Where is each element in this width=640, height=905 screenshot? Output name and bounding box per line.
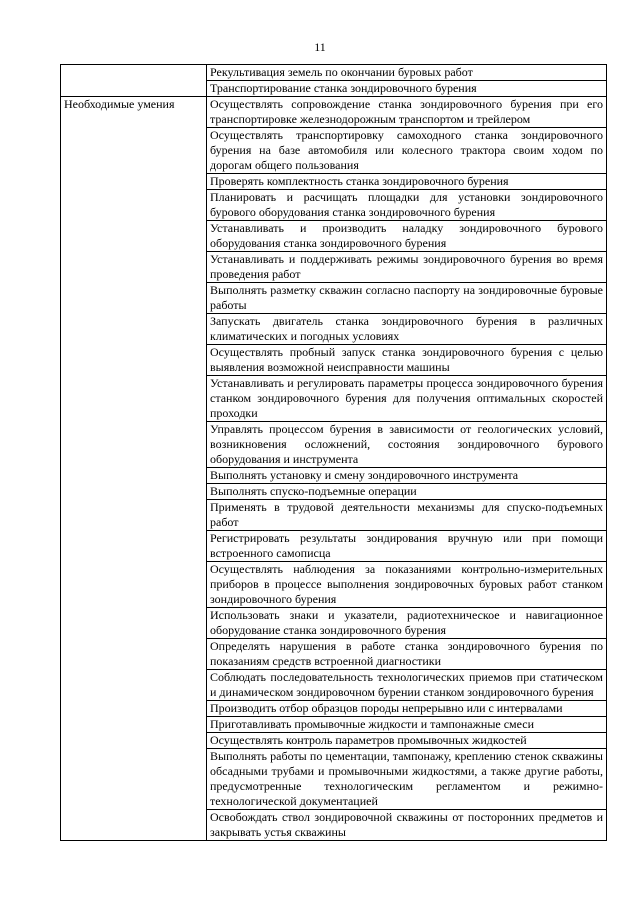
page-number: 11 bbox=[314, 40, 326, 54]
row-text: Осуществлять контроль параметров промывочных жидкостей bbox=[207, 733, 607, 749]
table-row bbox=[61, 65, 607, 81]
row-text: Осуществлять транспортировку самоходного станка зондировочного бурения на базе автомобиля или колесного трактора своим ходом по дорогам общего пользования bbox=[207, 128, 607, 174]
row-text: Управлять процессом бурения в зависимости от геологических условий, возникновения осложнений, состояния зондировочного бурового оборудования и инструмента bbox=[207, 422, 607, 468]
row-text: Осуществлять пробный запуск станка зондировочного бурения с целью выявления возможной неисправности машины bbox=[207, 345, 607, 376]
row-text: Освобождать ствол зондировочной скважины от посторонних предметов и закрывать устья скважины bbox=[207, 810, 607, 841]
row-text: Транспортирование станка зондировочного бурения bbox=[207, 81, 607, 97]
row-text: Проверять комплектность станка зондировочного бурения bbox=[207, 174, 607, 190]
row-text: Выполнять разметку скважин согласно паспорту на зондировочные буровые работы bbox=[207, 283, 607, 314]
row-text: Планировать и расчищать площадки для установки зондировочного бурового оборудования станка зондировочного бурения bbox=[207, 190, 607, 221]
row-text: Выполнять спуско-подъемные операции bbox=[207, 484, 607, 500]
row-label bbox=[61, 65, 207, 97]
row-text: Устанавливать и производить наладку зондировочного бурового оборудования станка зондировочного бурения bbox=[207, 221, 607, 252]
requirements-table bbox=[60, 64, 607, 841]
row-text: Осуществлять сопровождение станка зондировочного бурения при его транспортировке железнодорожным транспортом и трейлером bbox=[207, 97, 607, 128]
row-text: Устанавливать и поддерживать режимы зондировочного бурения во время проведения работ bbox=[207, 252, 607, 283]
row-text: Выполнять установку и смену зондировочного инструмента bbox=[207, 468, 607, 484]
row-label: Необходимые умения bbox=[61, 97, 207, 841]
row-text: Запускать двигатель станка зондировочного бурения в различных климатических и погодных условиях bbox=[207, 314, 607, 345]
row-text: Приготавливать промывочные жидкости и тампонажные смеси bbox=[207, 717, 607, 733]
row-text: Выполнять работы по цементации, тампонажу, креплению стенок скважины обсадными трубами и промывочными жидкостями, а также другие работы, предусмотренные технологическим регламентом и режимно-технологической документацией bbox=[207, 749, 607, 810]
table-row bbox=[61, 97, 607, 128]
row-text: Регистрировать результаты зондирования вручную или при помощи встроенного самописца bbox=[207, 531, 607, 562]
row-text: Определять нарушения в работе станка зондировочного бурения по показаниям средств встроенной диагностики bbox=[207, 639, 607, 670]
row-text: Использовать знаки и указатели, радиотехническое и навигационное оборудование станка зондировочного бурения bbox=[207, 608, 607, 639]
row-text: Применять в трудовой деятельности механизмы для спуско-подъемных работ bbox=[207, 500, 607, 531]
row-text: Устанавливать и регулировать параметры процесса зондировочного бурения станком зондировочного бурения для получения оптимальных скоростей проходки bbox=[207, 376, 607, 422]
row-text: Рекультивация земель по окончании буровых работ bbox=[207, 65, 607, 81]
table-body bbox=[61, 65, 607, 841]
row-text: Осуществлять наблюдения за показаниями контрольно-измерительных приборов в процессе выполнения зондировочных буровых работ станком зондировочного бурения bbox=[207, 562, 607, 608]
row-text: Производить отбор образцов породы непрерывно или с интервалами bbox=[207, 701, 607, 717]
row-text: Соблюдать последовательность технологических приемов при статическом и динамическом зондировочном бурении станком зондировочного бурения bbox=[207, 670, 607, 701]
